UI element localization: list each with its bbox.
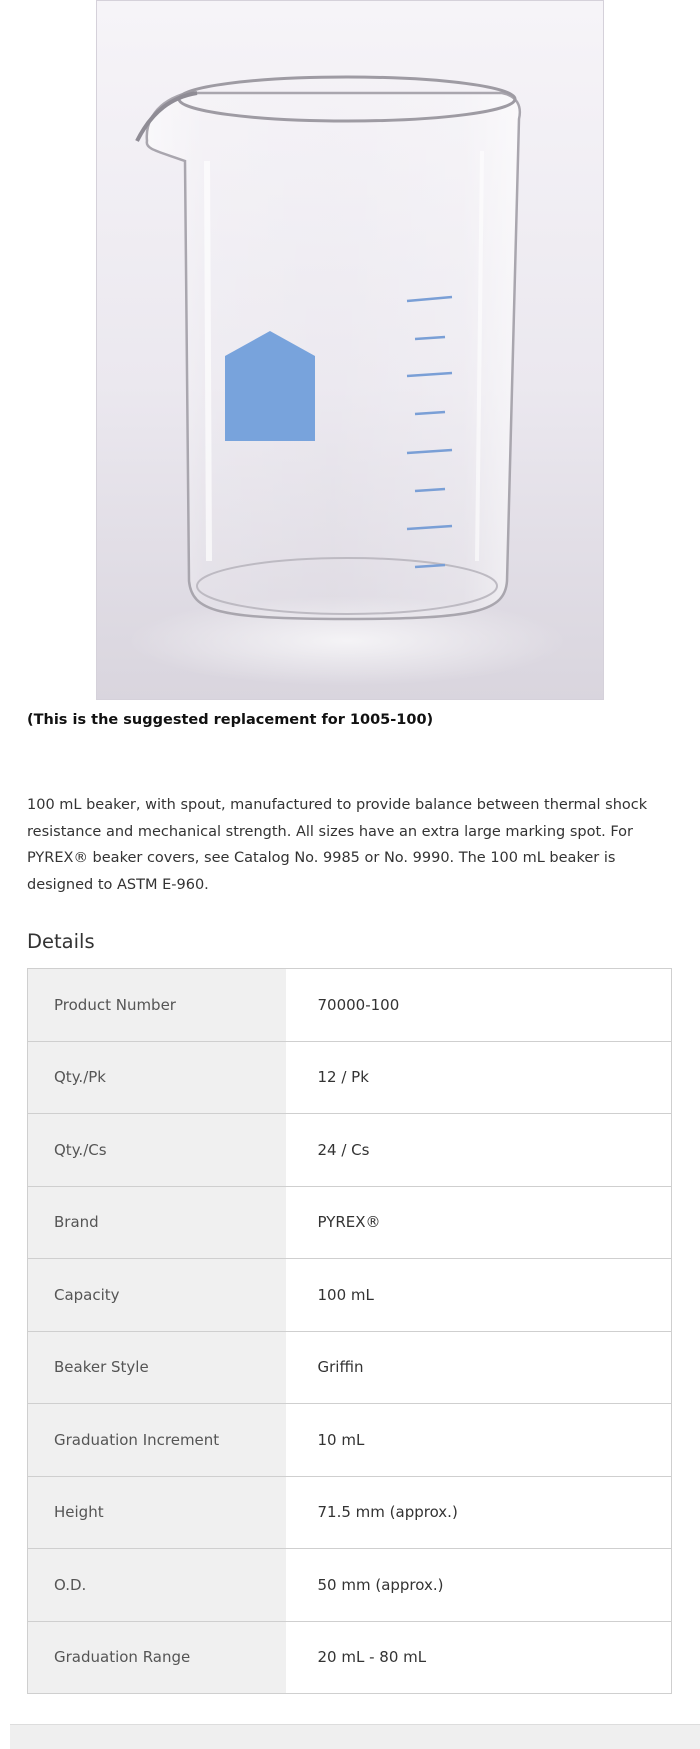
details-row-graduation-increment <box>28 1404 672 1477</box>
details-value: Griffin <box>286 1331 672 1404</box>
details-label: Graduation Increment <box>28 1404 286 1477</box>
product-description: 100 mL beaker, with spout, manufactured to provide balance between thermal shock resistance and mechanical strength. All sizes have an extra large marking spot. For PYREX® beaker covers, see Catalog No. 9985 or No. 9990. The 100 mL beaker is designed to ASTM E-960. <box>27 797 648 893</box>
details-label: Capacity <box>28 1259 286 1332</box>
details-row-graduation-range <box>28 1621 672 1694</box>
replacement-caption: (This is the suggested replacement for 1005-100) <box>27 712 434 728</box>
details-table <box>27 968 672 1694</box>
details-row-qty-pk <box>28 1041 672 1114</box>
details-label: Graduation Range <box>28 1621 286 1694</box>
details-label: Brand <box>28 1186 286 1259</box>
details-label: Product Number <box>28 969 286 1042</box>
details-value: 12 / Pk <box>286 1041 672 1114</box>
details-value: 100 mL <box>286 1259 672 1332</box>
details-label: Qty./Cs <box>28 1114 286 1187</box>
details-heading: Details <box>27 930 95 953</box>
details-row-brand <box>28 1186 672 1259</box>
details-value: 50 mm (approx.) <box>286 1549 672 1622</box>
details-row-product-number <box>28 969 672 1042</box>
details-value: 20 mL - 80 mL <box>286 1621 672 1694</box>
details-label: Beaker Style <box>28 1331 286 1404</box>
footer-bar <box>10 1724 700 1749</box>
details-value: PYREX® <box>286 1186 672 1259</box>
details-value: 10 mL <box>286 1404 672 1477</box>
details-row-qty-cs <box>28 1114 672 1187</box>
details-row-beaker-style <box>28 1331 672 1404</box>
details-label: O.D. <box>28 1549 286 1622</box>
details-value: 24 / Cs <box>286 1114 672 1187</box>
product-image <box>96 0 604 700</box>
details-row-od <box>28 1549 672 1622</box>
beaker-icon <box>97 1 603 699</box>
details-row-height <box>28 1476 672 1549</box>
details-row-capacity <box>28 1259 672 1332</box>
details-value: 70000-100 <box>286 969 672 1042</box>
details-label: Height <box>28 1476 286 1549</box>
details-value: 71.5 mm (approx.) <box>286 1476 672 1549</box>
details-label: Qty./Pk <box>28 1041 286 1114</box>
